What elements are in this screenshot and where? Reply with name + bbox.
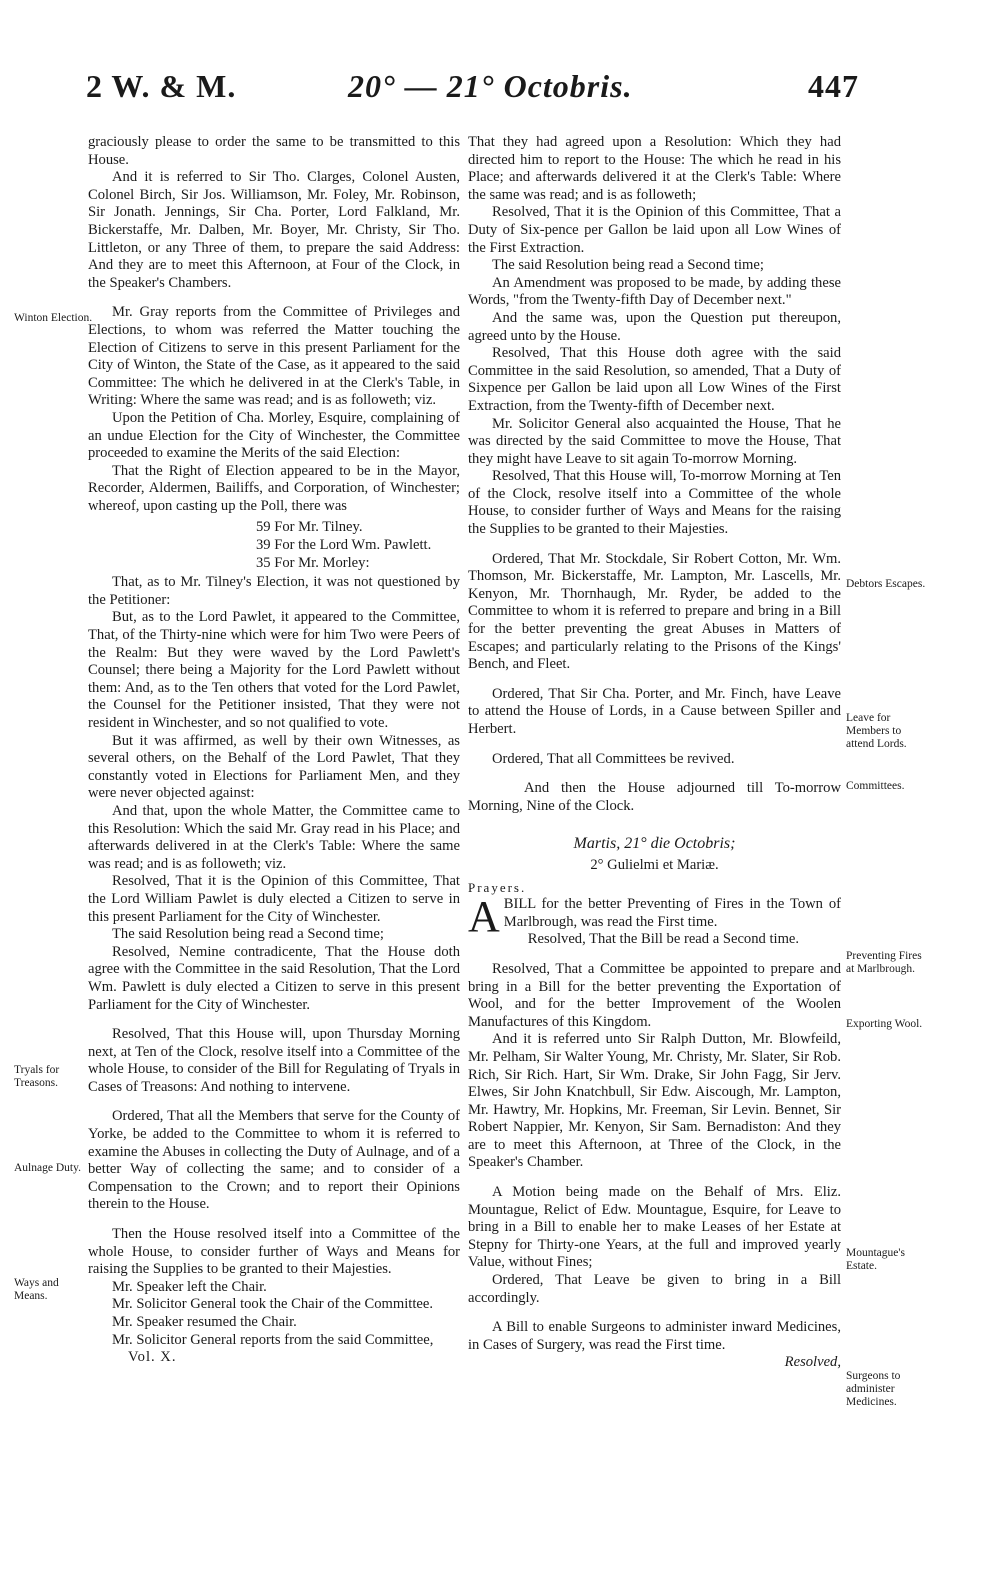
paragraph: Resolved, That this House will, upon Thursday Morning next, at Ten of the Clock, resolve itself into a Committee of the whole House, to consider of the Bill for Regulating of Tryals in Cases of Treasons: And nothing to intervene. [88,1026,460,1095]
margin-note-mountague: Mountague's Estate. [846,1247,905,1272]
poll-row [256,555,460,573]
paragraph: Ordered, That all the Members that serve for the County of Yorke, be added to the Committee to whom it is referred to examine the Abuses in collecting the Duty of Aulnage, and of a better Way of collecting the same; and to consider of a Compensation to the Crown; and to report their Opinions therein to the House. [88,1108,460,1213]
margin-note-winton: Winton Election. [14,312,93,324]
poll-row [256,519,460,537]
adjournment: And then the House adjourned till To-morrow Morning, Nine of the Clock. [468,780,841,814]
margin-note-ways: Ways and Means. [14,1277,59,1302]
margin-note-leave: Leave for Members to attend Lords. [846,712,907,750]
poll-label: For the Lord Wm. Pawlett. [274,537,432,554]
header-dates: 20° — 21° Octobris. [348,68,633,104]
regnal-subheading: 2° Gulielmi et Mariæ. [590,856,719,873]
paragraph: Ordered, That Sir Cha. Porter, and Mr. Finch, have Leave to attend the House of Lords, in a Cause between Spiller and Herbert. [468,685,841,737]
paragraph: Mr. Solicitor General reports from the said Committee, [112,1331,434,1348]
margin-note-aulnage: Aulnage Duty. [14,1162,81,1174]
paragraph: Mr. Gray reports from the Committee of Privileges and Elections, to whom was referred the Matter touching the Election of Citizens to serve in this present Parliament for the City of Winton, the State of the Case, as it appeared to the said Committee: The which he delivered in at the Clerk's Table, in Writing: Where the same was read; and is as followeth; viz. [88,304,460,409]
poll-count: 59 [256,519,271,536]
paragraph: And that, upon the whole Matter, the Committee came to this Resolution: Which the said Mr. Gray read in his Place; and afterwards delivered in at the Clerk's Table: Where the same was read; and is as followeth; viz. [88,802,460,872]
paragraph: An Amendment was proposed to be made, by adding these Words, "from the Twenty-fifth Day of December next." [468,274,841,309]
paragraph: And it is referred unto Sir Ralph Dutton, Mr. Blowfeild, Mr. Pelham, Sir Walter Young, Mr. Christy, Mr. Slater, Sir Rob. Rich, Sir Rich. Hart, Sir Wm. Drake, Sir John Fagg, Sir Jerv. Elwes, Sir John Knatchbull, Sir Edw. Aiscough, Mr. Lampton, Mr. Hawtry, Mr. Hopkins, Mr. Freeman, Sir Levin. Bennet, Sir Robert Nappier, Mr. Kenyon, Sir Sam. Bernadiston: And they are to meet this Afternoon, at Three of the Clock, in the Speaker's Chamber. [468,1031,841,1171]
poll-results [256,519,460,572]
paragraph: The said Resolution being read a Second time; [112,926,384,943]
paragraph: Mr. Speaker left the Chair. [112,1278,267,1295]
paragraph: Resolved, That the Bill be read a Second time. [527,931,800,948]
catchword: Resolved, [784,1354,841,1371]
left-column [88,134,460,1367]
paragraph: Ordered, That all Committees be revived. [492,750,735,767]
volume-footer: Vol. X. [128,1349,177,1366]
poll-count: 39 [256,537,271,554]
paragraph-text: BILL for the better Preventing of Fires in the Town of Marlbrough, was read the First time. [503,896,841,930]
paragraph: The said Resolution being read a Second time; [492,257,764,274]
margin-note-fires: Preventing Fires at Marlbrough. [846,950,922,975]
margin-note-tryals: Tryals for Treasons. [14,1064,60,1089]
paragraph: Resolved, That it is the Opinion of this Committee, That the Lord William Pawlet is duly elected a Citizen to serve in this present Parliament for the City of Winchester. [88,873,460,925]
paragraph: A Motion being made on the Behalf of Mrs. Eliz. Mountague, Relict of Edw. Mountague, Esquire, for Leave to bring in a Bill to enable her to make Leases of her Estate at Stepny for Thirty-one Years, at the full and improved yearly Value, without Fines; [468,1184,841,1271]
paragraph: Then the House resolved itself into a Committee of the whole House, to consider further of Ways and Means for raising the Supplies to be granted to their Majesties. [88,1226,460,1278]
paragraph: Resolved, Nemine contradicente, That the House doth agree with the Committee in the said Resolution, That the Lord Wm. Pawlett is duly elected a Citizen to serve in this present Parliament for the City of Winchester. [88,943,460,1013]
paragraph: But it was affirmed, as well by their own Witnesses, as several others, on the Behalf of the Lord Pawlet, That they constantly voted in Elections for Parliament Men, and they were never objected against: [88,732,460,802]
paragraph: Resolved, That this House doth agree with the said Committee in the said Resolution, so amended, That a Duty of Sixpence per Gallon be laid upon all Low Wines of the First Extraction, from the Twenty-fifth of December next. [468,345,841,414]
day-heading: Martis, 21° die Octobris; [573,835,736,853]
paragraph: Ordered, That Mr. Stockdale, Sir Robert Cotton, Mr. Wm. Thomson, Mr. Bickerstaffe, Mr. Lampton, Mr. Lascells, Mr. Kenyon, Mr. Thornhaugh, Mr. Ryder, be added to the Committee to whom it is referred to prepare and bring in a Bill for the better preventing the great Abuses in Matters of Escapes; and particularly relating to the Prisons of the Kings' Bench, and Fleet. [468,550,841,673]
right-column [468,134,841,1372]
page-number: 447 [808,68,859,104]
paragraph: Mr. Speaker resumed the Chair. [112,1314,297,1330]
paragraph: A Bill to enable Surgeons to administer inward Medicines, in Cases of Surgery, was read the First time. [468,1319,841,1353]
header-regnal-year: 2 W. & M. [86,68,237,104]
margin-note-wool: Exporting Wool. [846,1018,923,1030]
paragraph: And the same was, upon the Question put thereupon, agreed unto by the House. [468,309,841,344]
poll-row [256,537,460,555]
margin-note-debtors: Debtors Escapes. [846,578,926,590]
paragraph: That they had agreed upon a Resolution: Which they had directed him to report to the House: The which he read in his Place; and afterwards delivered it at the Clerk's Table: Where the same was read; and is as followeth; [468,134,841,203]
paragraph: But, as to the Lord Pawlet, it appeared to the Committee, That, of the Thirty-nine which were for him Two were Peers of the Realm: But they were waved by the Lord Pawlett's Counsel; there being a Majority for the Lord Pawlett without them: And, as to the Ten others that voted for the Lord Pawlet, the Counsel for the Petitioner insisted, That they were not resident in Winchester, and so not qualified to vote. [88,609,460,731]
paragraph: Resolved, That this House will, To-morrow Morning at Ten of the Clock, resolve itself into a Committee of the whole House, to consider further of Ways and Means for the raising the Supplies to be granted to their Majesties. [468,468,841,538]
paragraph: Resolved, That a Committee be appointed to prepare and bring in a Bill for the better preventing the Exportation of Wool, and for the better Improvement of the Woolen Manufactures of this Kingdom. [468,960,841,1030]
prayers-heading: Prayers. [468,879,527,895]
paragraph: That, as to Mr. Tilney's Election, it was not questioned by the Petitioner: [88,574,460,608]
poll-label: For Mr. Morley: [274,554,370,571]
paragraph: graciously please to order the same to be transmitted to this House. [88,134,460,168]
paragraph: Ordered, That Leave be given to bring in a Bill accordingly. [468,1272,841,1306]
paragraph: Mr. Solicitor General also acquainted the House, That he was directed by the said Committee to move the House, That they might have Leave to sit again To-morrow Morning. [468,415,841,467]
paragraph: Upon the Petition of Cha. Morley, Esquire, complaining of an undue Election for the City of Winchester, the Committee proceeded to examine the Merits of the said Election: [88,409,460,462]
margin-note-surgeons: Surgeons to administer Medicines. [846,1370,901,1408]
paragraph: That the Right of Election appeared to be in the Mayor, Recorder, Aldermen, Bailiffs, and Corporation, of Winchester; whereof, upon casting up the Poll, there was [88,462,460,514]
paragraph: Resolved, That it is the Opinion of this Committee, That a Duty of Six-pence per Gallon be laid upon all Low Wines of the First Extraction. [468,204,841,256]
paragraph: Mr. Solicitor General took the Chair of the Committee. [112,1296,433,1313]
poll-count: 35 [256,554,271,571]
paragraph: And it is referred to Sir Tho. Clarges, Colonel Austen, Colonel Birch, Sir Jos. Williamson, Mr. Foley, Mr. Robinson, Sir Jonath. Jennings, Sir Cha. Porter, Lord Falkland, Mr. Bickerstaffe, Mr. Dalben, Mr. Boyer, Mr. Christy, Sir Tho. Littleton, or any Three of them, to prepare the said Address: And they are to meet this Afternoon, at Four of the Clock, in the Speaker's Chambers. [88,169,460,291]
poll-label: For Mr. Tilney. [274,519,363,536]
drop-cap: A [468,892,500,942]
margin-note-committees: Committees. [846,780,905,792]
